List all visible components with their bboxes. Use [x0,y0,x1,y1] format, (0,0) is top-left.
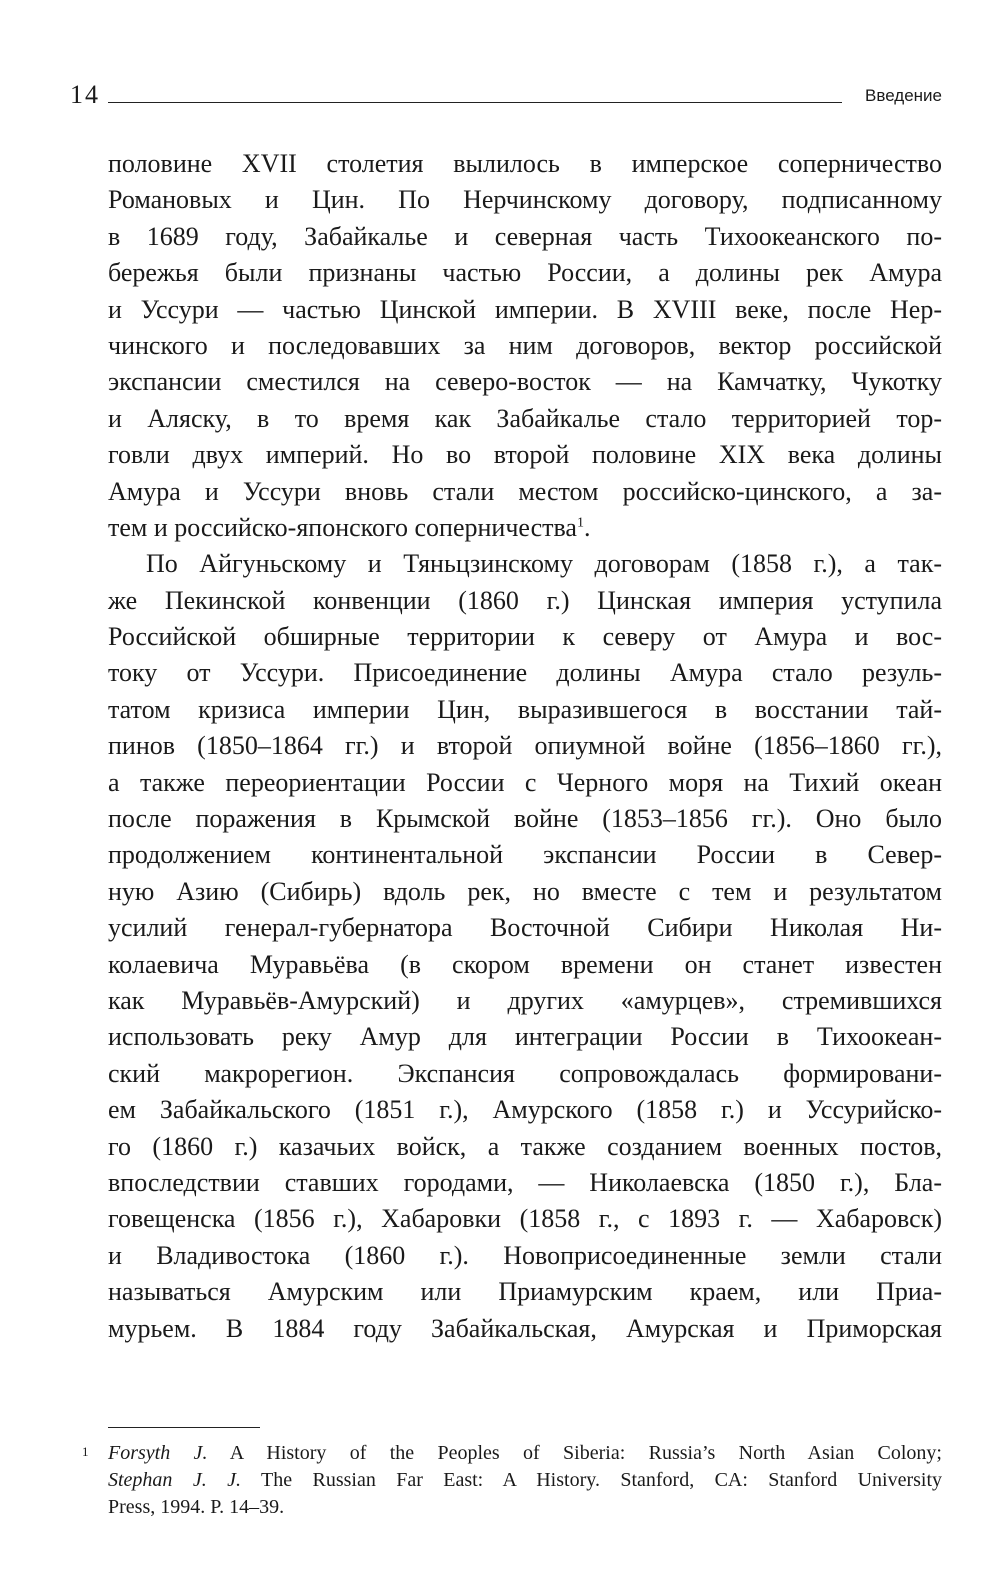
text-line: использовать реку Амур для интеграции России в Тихоокеан- [108,1022,942,1052]
text-line: а также переориентации России с Черного моря на Тихий океан [108,767,942,797]
text-line: пинов (1850–1864 гг.) и второй опиумной войне (1856–1860 гг.), [108,731,942,761]
text-line: в 1689 году, Забайкалье и северная часть Тихоокеанского по- [108,221,942,251]
text-line: продолжением континентальной экспансии России в Север- [108,840,942,870]
text-line: же Пекинской конвенции (1860 г.) Цинская империя уступила [108,585,942,615]
text-line: ский макрорегион. Экспансия сопровождалась формировани- [108,1058,942,1088]
text-line: впоследствии ставших городами, — Николаевска (1850 г.), Бла- [108,1167,942,1197]
text-line: колаевича Муравьёва (в скором времени он станет известен [108,949,942,979]
text-line: экспансии сместился на северо-восток — на Камчатку, Чукотку [108,367,942,397]
text-line: как Муравьёв-Амурский) и других «амурцев», стремившихся [108,985,942,1015]
body-text [108,146,942,1347]
footnote-reference[interactable]: 1 [576,515,584,531]
text-line: после поражения в Крымской войне (1853–1856 гг.). Оно было [108,804,942,834]
footnote-line: Press, 1994. P. 14–39. [108,1496,285,1518]
text-line: половине XVII столетия вылилось в имперское соперничество [108,149,942,178]
text-line: чинского и последовавших за ним договоров, вектор российской [108,330,942,360]
footnote-marker: 1 [82,1444,89,1459]
page-number: 14 [70,80,100,109]
text-line: Амура и Уссури вновь стали местом российско-цинского, а за- [108,476,942,506]
footnotes [82,1440,943,1521]
text-line: Российской обширные территории к северу от Амура и вос- [108,622,942,652]
text-line: ем Забайкальского (1851 г.), Амурского (1858 г.) и Уссурийско- [108,1095,942,1125]
text-line: говещенска (1856 г.), Хабаровки (1858 г., с 1893 г. — Хабаровск) [108,1204,942,1234]
header-rule [108,102,842,103]
footnote-line [82,1440,942,1467]
text-line: току от Уссури. Присоединение долины Амура стало резуль- [108,658,942,688]
text-line: усилий генерал-губернатора Восточной Сибири Николая Ни- [108,913,942,943]
text-line: говли двух империй. Но во второй половине XIX века долины [108,440,942,470]
footnote-author: Forsyth J. [108,1442,208,1464]
sentence-end: . [583,512,591,542]
text-line: го (1860 г.) казачьих войск, а также созданием военных постов, [108,1131,942,1161]
footnote-author: Stephan J. J. [108,1469,241,1491]
running-title: Введение [865,86,942,105]
text-line: Романовых и Цин. По Нерчинскому договору, подписанному [108,185,942,215]
footnote-text: A History of the Peoples of Siberia: Russia’s North Asian Colony; [229,1442,942,1464]
text-line: и Владивостока (1860 г.). Новоприсоединенные земли стали [108,1240,942,1270]
page-header [70,80,942,110]
text-line: и Аляску, в то время как Забайкалье стало территорией тор- [108,403,942,433]
text-line: татом кризиса империи Цин, выразившегося в восстании тай- [108,694,942,724]
text-line-content: тем и российско-японского соперничества [108,512,577,542]
footnote-line [108,1467,942,1494]
text-line [108,510,942,546]
text-line: и Уссури — частью Цинской империи. В XVIII веке, после Нер- [108,294,942,324]
footnote-rule [108,1427,260,1428]
text-line: мурьем. В 1884 году Забайкальская, Амурская и Приморская [108,1313,942,1343]
text-line: называться Амурским или Приамурским краем, или Приа- [108,1277,942,1307]
text-line: По Айгуньскому и Тяньцзинскому договорам (1858 г.), а так- [146,549,942,579]
footnote-text: The Russian Far East: A History. Stanford, CA: Stanford University [261,1469,943,1491]
text-line: ную Азию (Сибирь) вдоль рек, но вместе с тем и результатом [108,876,942,906]
text-line: бережья были признаны частью России, а долины рек Амура [108,258,942,288]
